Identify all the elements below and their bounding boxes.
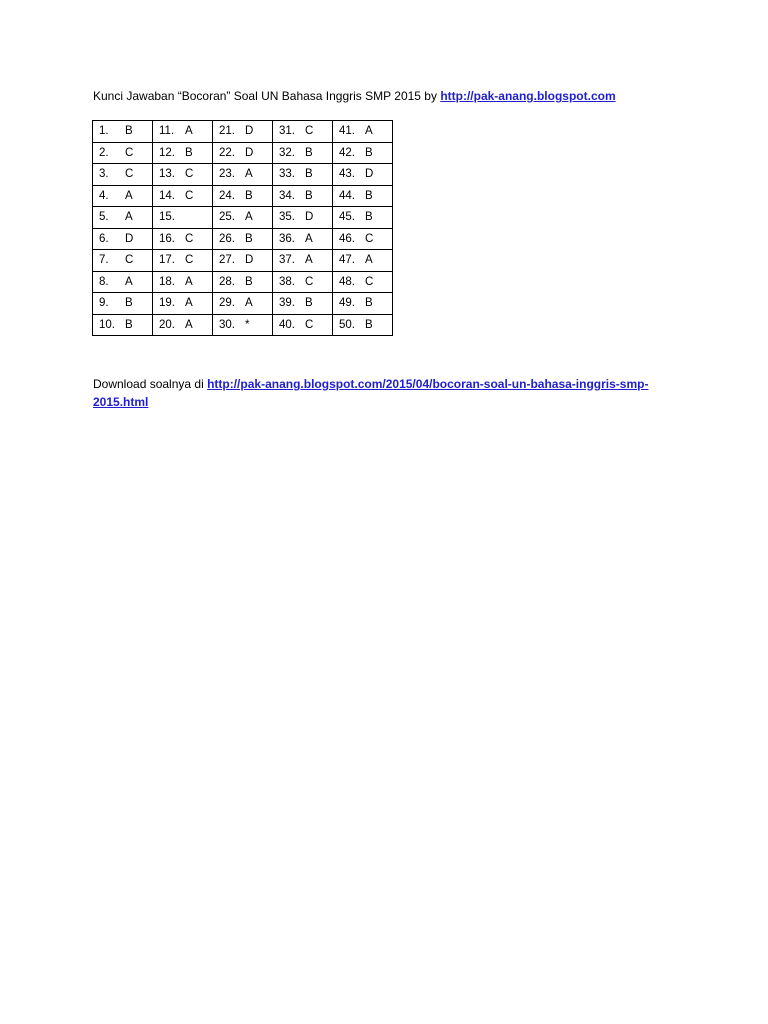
answer-letter: C bbox=[185, 168, 194, 181]
answer-letter: B bbox=[245, 275, 253, 288]
answer-letter: B bbox=[245, 189, 253, 202]
question-number: 3. bbox=[99, 168, 109, 181]
answer-letter: B bbox=[245, 232, 253, 245]
answer-cell bbox=[153, 207, 213, 229]
answer-cell bbox=[333, 142, 393, 164]
question-number: 12. bbox=[159, 146, 175, 159]
answer-letter: C bbox=[305, 125, 314, 138]
question-number: 13. bbox=[159, 168, 175, 181]
answer-letter: B bbox=[305, 297, 313, 310]
answer-cell bbox=[93, 164, 153, 186]
answer-letter: B bbox=[365, 297, 373, 310]
question-number: 36. bbox=[279, 232, 295, 245]
question-number: 15. bbox=[159, 211, 175, 224]
question-number: 7. bbox=[99, 254, 109, 267]
question-number: 40. bbox=[279, 318, 295, 331]
heading-text: Kunci Jawaban “Bocoran” Soal UN Bahasa Inggris SMP 2015 by bbox=[93, 89, 441, 103]
answer-letter: A bbox=[245, 297, 253, 310]
question-number: 9. bbox=[99, 297, 109, 310]
answer-cell bbox=[93, 228, 153, 250]
answer-letter: A bbox=[365, 254, 373, 267]
answer-letter: A bbox=[245, 168, 253, 181]
answer-letter: C bbox=[185, 232, 194, 245]
answer-row bbox=[93, 121, 393, 143]
answer-letter: A bbox=[365, 125, 373, 138]
answer-cell bbox=[333, 314, 393, 336]
answer-cell bbox=[213, 250, 273, 272]
answer-cell bbox=[213, 293, 273, 315]
answer-cell bbox=[213, 185, 273, 207]
answer-letter: A bbox=[125, 211, 133, 224]
answer-letter: D bbox=[125, 232, 134, 245]
answer-cell bbox=[333, 250, 393, 272]
question-number: 19. bbox=[159, 297, 175, 310]
answer-cell bbox=[273, 142, 333, 164]
question-number: 32. bbox=[279, 146, 295, 159]
answer-letter: A bbox=[125, 189, 133, 202]
answer-letter: A bbox=[125, 275, 133, 288]
answer-cell bbox=[93, 314, 153, 336]
answer-row bbox=[93, 293, 393, 315]
question-number: 29. bbox=[219, 297, 235, 310]
answer-letter: A bbox=[305, 254, 313, 267]
question-number: 27. bbox=[219, 254, 235, 267]
question-number: 46. bbox=[339, 232, 355, 245]
answer-cell bbox=[333, 164, 393, 186]
question-number: 5. bbox=[99, 211, 109, 224]
question-number: 26. bbox=[219, 232, 235, 245]
answer-row bbox=[93, 228, 393, 250]
question-number: 17. bbox=[159, 254, 175, 267]
answer-cell bbox=[213, 271, 273, 293]
document-heading bbox=[93, 88, 616, 104]
download-link-continued[interactable]: 2015.html bbox=[93, 395, 149, 409]
answer-cell bbox=[93, 293, 153, 315]
question-number: 21. bbox=[219, 125, 235, 138]
answer-letter: B bbox=[305, 189, 313, 202]
question-number: 22. bbox=[219, 146, 235, 159]
answer-cell bbox=[273, 121, 333, 143]
answer-cell bbox=[93, 185, 153, 207]
answer-row bbox=[93, 271, 393, 293]
answer-letter: A bbox=[185, 125, 193, 138]
answer-cell bbox=[333, 271, 393, 293]
question-number: 30. bbox=[219, 318, 235, 331]
question-number: 44. bbox=[339, 189, 355, 202]
answer-letter: D bbox=[365, 168, 374, 181]
answer-row bbox=[93, 164, 393, 186]
answer-cell bbox=[93, 271, 153, 293]
answer-letter: B bbox=[125, 318, 133, 331]
answer-cell bbox=[333, 185, 393, 207]
answer-row bbox=[93, 250, 393, 272]
answer-cell bbox=[273, 164, 333, 186]
question-number: 8. bbox=[99, 275, 109, 288]
answer-letter: * bbox=[245, 318, 250, 331]
question-number: 43. bbox=[339, 168, 355, 181]
answer-letter: C bbox=[185, 189, 194, 202]
answer-row bbox=[93, 314, 393, 336]
question-number: 10. bbox=[99, 318, 115, 331]
answer-letter: B bbox=[365, 146, 373, 159]
answer-key-table bbox=[92, 120, 393, 336]
answer-letter: C bbox=[185, 254, 194, 267]
answer-cell bbox=[273, 314, 333, 336]
question-number: 20. bbox=[159, 318, 175, 331]
answer-letter: B bbox=[365, 189, 373, 202]
answer-cell bbox=[333, 121, 393, 143]
answer-letter: D bbox=[245, 125, 254, 138]
answer-letter: B bbox=[185, 146, 193, 159]
question-number: 34. bbox=[279, 189, 295, 202]
download-link[interactable]: http://pak-anang.blogspot.com/2015/04/bocoran-soal-un-bahasa-inggris-smp- bbox=[207, 377, 649, 391]
question-number: 18. bbox=[159, 275, 175, 288]
question-number: 4. bbox=[99, 189, 109, 202]
answer-cell bbox=[153, 314, 213, 336]
answer-letter: C bbox=[125, 168, 134, 181]
answer-cell bbox=[93, 142, 153, 164]
answer-letter: B bbox=[305, 146, 313, 159]
question-number: 37. bbox=[279, 254, 295, 267]
answer-letter: B bbox=[365, 211, 373, 224]
answer-letter: C bbox=[365, 232, 374, 245]
question-number: 48. bbox=[339, 275, 355, 288]
question-number: 41. bbox=[339, 125, 355, 138]
answer-cell bbox=[153, 121, 213, 143]
question-number: 50. bbox=[339, 318, 355, 331]
answer-letter: A bbox=[305, 232, 313, 245]
question-number: 25. bbox=[219, 211, 235, 224]
answer-cell bbox=[273, 271, 333, 293]
answer-cell bbox=[93, 207, 153, 229]
question-number: 11. bbox=[159, 125, 175, 138]
answer-cell bbox=[153, 164, 213, 186]
answer-cell bbox=[273, 293, 333, 315]
answer-cell bbox=[153, 185, 213, 207]
answer-cell bbox=[273, 207, 333, 229]
answer-letter: B bbox=[365, 318, 373, 331]
answer-cell bbox=[333, 228, 393, 250]
question-number: 45. bbox=[339, 211, 355, 224]
answer-cell bbox=[333, 293, 393, 315]
download-paragraph bbox=[93, 375, 693, 411]
answer-cell bbox=[213, 314, 273, 336]
answer-letter: A bbox=[185, 275, 193, 288]
answer-cell bbox=[93, 250, 153, 272]
answer-letter: A bbox=[185, 318, 193, 331]
answer-cell bbox=[153, 293, 213, 315]
answer-letter: B bbox=[125, 125, 133, 138]
answer-letter: D bbox=[245, 254, 254, 267]
answer-letter: A bbox=[185, 297, 193, 310]
answer-letter: C bbox=[305, 275, 314, 288]
answer-letter: A bbox=[245, 211, 253, 224]
answer-cell bbox=[273, 185, 333, 207]
answer-cell bbox=[273, 250, 333, 272]
question-number: 39. bbox=[279, 297, 295, 310]
question-number: 2. bbox=[99, 146, 109, 159]
question-number: 42. bbox=[339, 146, 355, 159]
question-number: 24. bbox=[219, 189, 235, 202]
answer-row bbox=[93, 207, 393, 229]
answer-cell bbox=[333, 207, 393, 229]
question-number: 35. bbox=[279, 211, 295, 224]
answer-cell bbox=[153, 271, 213, 293]
answer-cell bbox=[213, 228, 273, 250]
question-number: 47. bbox=[339, 254, 355, 267]
question-number: 31. bbox=[279, 125, 295, 138]
answer-letter: C bbox=[125, 146, 134, 159]
answer-letter: B bbox=[305, 168, 313, 181]
answer-row bbox=[93, 142, 393, 164]
question-number: 23. bbox=[219, 168, 235, 181]
question-number: 38. bbox=[279, 275, 295, 288]
answer-cell bbox=[213, 207, 273, 229]
answer-letter: D bbox=[305, 211, 314, 224]
answer-cell bbox=[213, 164, 273, 186]
question-number: 1. bbox=[99, 125, 109, 138]
answer-letter: D bbox=[245, 146, 254, 159]
answer-cell bbox=[273, 228, 333, 250]
answer-cell bbox=[213, 142, 273, 164]
answer-cell bbox=[153, 250, 213, 272]
answer-letter: C bbox=[125, 254, 134, 267]
question-number: 6. bbox=[99, 232, 109, 245]
answer-cell bbox=[93, 121, 153, 143]
download-label: Download soalnya di bbox=[93, 377, 208, 391]
answer-cell bbox=[213, 121, 273, 143]
question-number: 33. bbox=[279, 168, 295, 181]
question-number: 16. bbox=[159, 232, 175, 245]
answer-letter: C bbox=[305, 318, 314, 331]
answer-letter: C bbox=[365, 275, 374, 288]
download-line-1 bbox=[93, 375, 693, 393]
heading-blog-link[interactable]: http://pak-anang.blogspot.com bbox=[440, 89, 616, 103]
question-number: 28. bbox=[219, 275, 235, 288]
answer-cell bbox=[153, 228, 213, 250]
download-line-2 bbox=[93, 393, 693, 411]
question-number: 14. bbox=[159, 189, 175, 202]
answer-row bbox=[93, 185, 393, 207]
answer-cell bbox=[153, 142, 213, 164]
answer-letter: B bbox=[125, 297, 133, 310]
question-number: 49. bbox=[339, 297, 355, 310]
